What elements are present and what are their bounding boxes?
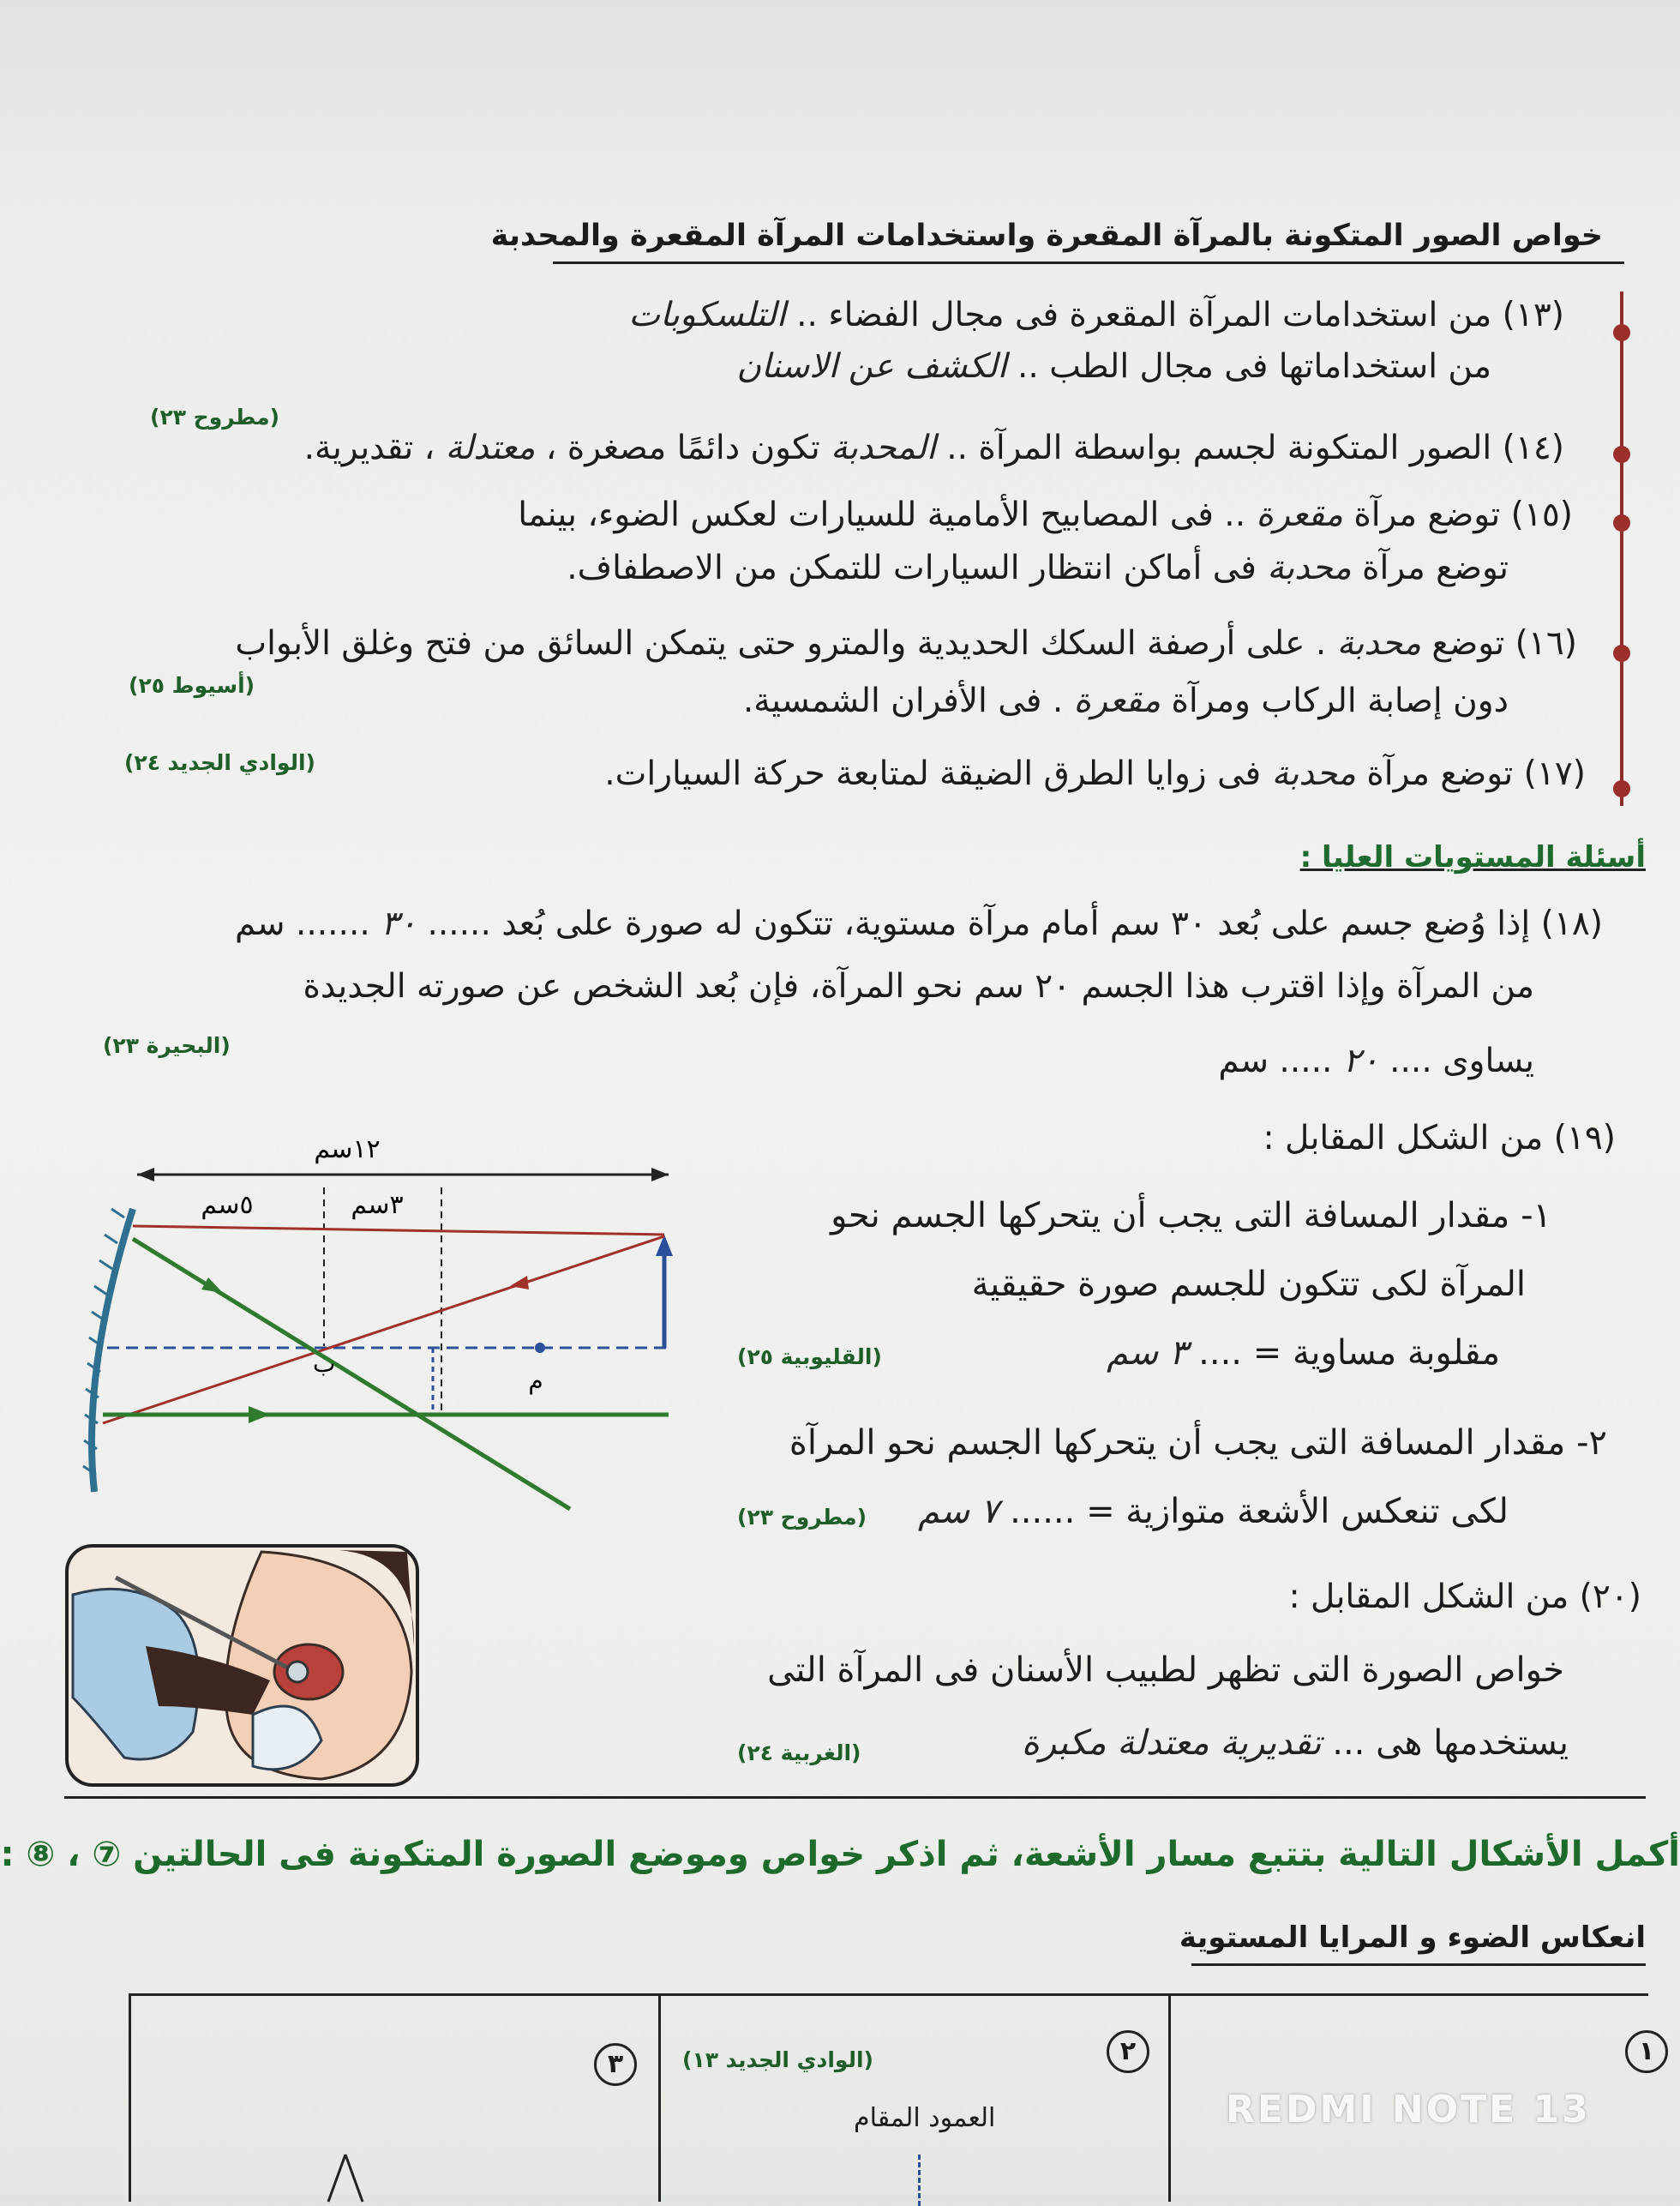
- q20-source-tag: (الغربية ٢٤): [737, 1740, 861, 1765]
- page-header-title: خواص الصور المتكونة بالمرآة المقعرة واستخدامات المرآة المقعرة والمحدبة: [490, 219, 1603, 253]
- header-underline: [553, 261, 1624, 264]
- q16-text3: دون إصابة الركاب ومرآة: [1171, 682, 1509, 720]
- q18-source-tag: (البحيرة ٢٣): [103, 1033, 231, 1058]
- q20-line2: [1022, 1723, 1569, 1763]
- q13-text2: من استخداماتها فى مجال الطب ..: [1017, 347, 1491, 386]
- q19-title: (١٩) من الشكل المقابل :: [1263, 1119, 1616, 1157]
- cell-3-line-2: [345, 2155, 363, 2202]
- bullet-14: [1613, 446, 1630, 463]
- label-3cm: ٣سم: [351, 1190, 404, 1220]
- q13-handwriting1: التلسكوبات: [628, 296, 786, 334]
- q18-text4: يساوى ....: [1389, 1042, 1534, 1080]
- q18-text2: ....... سم: [234, 905, 370, 943]
- q16-line2: [743, 682, 1509, 720]
- q17-handwriting1: محدبة: [1271, 754, 1356, 793]
- q19-p1-handwriting: ٣ سم: [1107, 1333, 1188, 1373]
- q15-text1: (١٥) توضع مرآة: [1353, 496, 1573, 534]
- section-title: أسئلة المستويات العليا :: [1299, 840, 1646, 875]
- cell-number-1: ١: [1625, 2030, 1668, 2073]
- q19-p1-line1: ١- مقدار المسافة التى يجب أن يتحركها الجسم نحو: [831, 1196, 1551, 1235]
- label-5cm: ٥سم: [201, 1190, 254, 1220]
- subtitle-underline: [1191, 1963, 1646, 1966]
- ray-red-parallel: [133, 1226, 664, 1235]
- q19-p1-tag: (القليوبية ٢٥): [737, 1344, 882, 1369]
- q13-text1: (١٣) من استخدامات المرآة المقعرة فى مجال الفضاء ..: [796, 296, 1564, 334]
- q19-p1-text: مقلوبة مساوية = ....: [1198, 1333, 1500, 1373]
- normal-line: [918, 2155, 923, 2206]
- q14-text1: (١٤) الصور المتكونة لجسم بواسطة المرآة ..: [946, 429, 1564, 467]
- q16-handwriting2: مقعرة: [1073, 682, 1161, 720]
- ray-green-arrow-1: [201, 1277, 223, 1293]
- q15-text2: .. فى المصابيح الأمامية للسيارات لعكس الضوء، بينما: [518, 496, 1246, 534]
- q15-handwriting2: محدبة: [1267, 549, 1352, 587]
- q15-handwriting1: مقعرة: [1256, 496, 1343, 534]
- cell-3-line: [328, 2155, 345, 2202]
- q20-handwriting: تقديرية معتدلة مكبرة: [1021, 1723, 1322, 1763]
- q14-handwriting2: معتدلة: [445, 429, 536, 467]
- bullet-17: [1613, 780, 1630, 797]
- q19-p2-line1: ٢- مقدار المسافة التى يجب أن يتحركها الجسم نحو المرآة: [789, 1423, 1607, 1463]
- q15-text3: توضع مرآة: [1362, 549, 1509, 587]
- ray-green-reflected: [133, 1239, 570, 1509]
- cell-2-tag: (الوادي الجديد ١٣): [682, 2047, 873, 2072]
- cell-number-3: ٣: [594, 2043, 637, 2086]
- q16-source-tag: (أسيوط ٢٥): [129, 673, 255, 698]
- label-center: م: [528, 1367, 543, 1395]
- center-point: [535, 1343, 545, 1353]
- q19-p2-line2: [918, 1492, 1509, 1531]
- concave-mirror-diagram: [81, 1115, 699, 1518]
- cell-number-2: ٢: [1107, 2030, 1149, 2073]
- cell-2: [661, 1996, 1168, 2202]
- q17-text1: (١٧) توضع مرآة: [1366, 754, 1586, 793]
- bottom-instruction: أكمل الأشكال التالية بتتبع مسار الأشعة، ثم اذكر خواص وموضع الصورة المتكونة فى الحالتين ⑦ ، ⑧ :: [0, 1835, 1680, 1874]
- q18-text5: ..... سم: [1218, 1042, 1333, 1080]
- dental-mirror-head: [287, 1662, 308, 1682]
- q18-text3: من المرآة وإذا اقترب هذا الجسم ٢٠ سم نحو المرآة، فإن بُعد الشخص عن صورته الجديدة: [303, 967, 1534, 1006]
- q17-text2: فى زوايا الطرق الضيقة لمتابعة حركة السيارات.: [604, 754, 1262, 793]
- q18-line1: [235, 905, 1603, 943]
- bullet-15: [1613, 514, 1630, 532]
- concave-mirror: [92, 1209, 133, 1492]
- dimension-arrow-right: [651, 1168, 669, 1181]
- q18-handwriting2: ٢٠: [1342, 1042, 1379, 1080]
- bottom-subtitle: انعكاس الضوء و المرايا المستوية: [1179, 1920, 1646, 1955]
- q18-text1: (١٨) إذا وُضع جسم على بُعد ٣٠ سم أمام مرآة مستوية، تتكون له صورة على بُعد ......: [427, 905, 1603, 943]
- q14-handwriting1: المحدبة: [831, 429, 936, 467]
- q13-line1: [628, 296, 1564, 334]
- ray-green-arrow-2: [249, 1406, 270, 1423]
- bullet-16: [1613, 645, 1630, 662]
- q16-line1: [235, 624, 1577, 663]
- cell-3: [131, 1996, 658, 2202]
- q18-handwriting1: ٣٠: [381, 905, 417, 943]
- dimension-arrow-left: [137, 1168, 154, 1181]
- q13-handwriting2: الكشف عن الاسنان: [736, 347, 1007, 386]
- q20-title: (٢٠) من الشكل المقابل :: [1288, 1578, 1641, 1616]
- q16-text2: . على أرصفة السكك الحديدية والمترو حتى يتمكن السائق من فتح وغلق الأبواب: [235, 624, 1327, 663]
- label-12cm: ١٢سم: [314, 1134, 381, 1164]
- q20-text: يستخدمها هى ...: [1332, 1723, 1569, 1763]
- q19-p1-line3: [1107, 1333, 1500, 1373]
- q19-p1-line2: المرآة لكى تتكون للجسم صورة حقيقية: [971, 1265, 1526, 1304]
- bullet-13: [1613, 324, 1630, 341]
- camera-watermark: REDMI NOTE 13: [1226, 2088, 1591, 2131]
- q15-line2: [567, 549, 1509, 587]
- q13-line2: [736, 347, 1491, 386]
- q16-text1: (١٦) توضع: [1431, 624, 1577, 663]
- bottom-separator: [64, 1796, 1646, 1799]
- q17-source-tag: (الوادي الجديد ٢٤): [124, 750, 315, 775]
- q18-line2: [303, 967, 1534, 1006]
- label-focus: ب: [313, 1349, 336, 1378]
- dentist-mirror-illustration: [64, 1543, 420, 1788]
- q19-p2-handwriting: ٧ سم: [918, 1492, 999, 1531]
- q14-line: [304, 429, 1564, 467]
- q14-text2: تكون دائمًا مصغرة ،: [545, 429, 820, 467]
- q14-source-tag: (مطروح ٢٣): [150, 405, 280, 430]
- q14-text3: ، تقديرية.: [303, 429, 435, 467]
- cell-2-label: العمود المقام: [854, 2103, 996, 2133]
- q17-line: [604, 754, 1586, 793]
- q15-line1: [518, 496, 1573, 534]
- q19-p2-text: لكى تنعكس الأشعة متوازية = ......: [1010, 1492, 1509, 1531]
- margin-rule: [1620, 292, 1623, 806]
- cell-3-drawing: [320, 2150, 371, 2202]
- q16-text4: . فى الأفران الشمسية.: [742, 682, 1064, 720]
- q19-p2-tag: (مطروح ٢٣): [737, 1505, 867, 1530]
- q15-text4: فى أماكن انتظار السيارات للتمكن من الاصطفاف.: [567, 549, 1257, 587]
- q18-line3: [1218, 1042, 1534, 1080]
- q20-line1: خواص الصورة التى تظهر لطبيب الأسنان فى المرآة التى: [767, 1650, 1564, 1690]
- q16-handwriting1: محدبة: [1336, 624, 1421, 663]
